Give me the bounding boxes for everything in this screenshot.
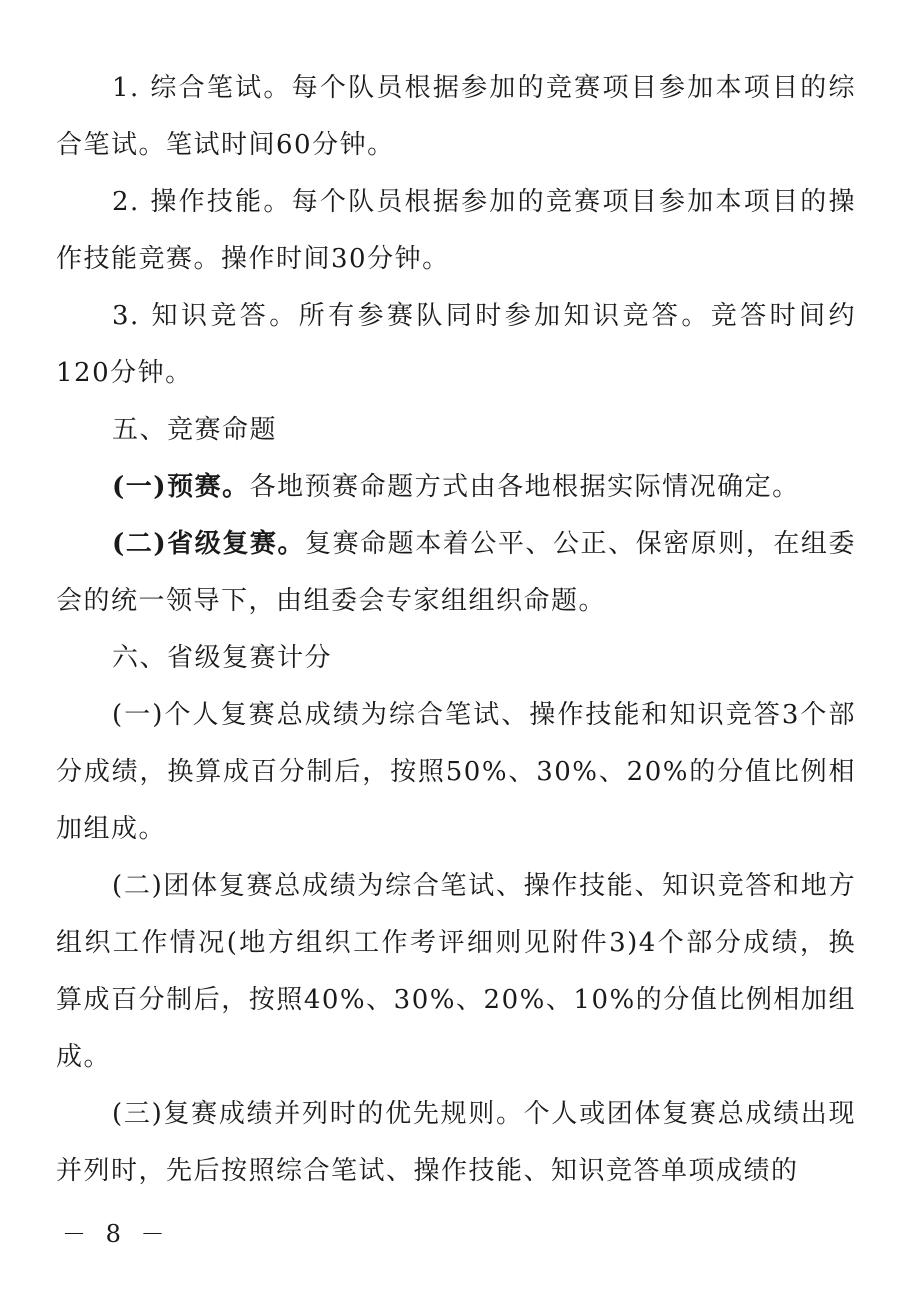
document-body xyxy=(56,60,856,1200)
preliminary-text: 各地预赛命题方式由各地根据实际情况确定。 xyxy=(249,472,800,502)
paragraph-preliminary xyxy=(56,459,856,516)
paragraph-written-exam: 1. 综合笔试。每个队员根据参加的竞赛项目参加本项目的综合笔试。笔试时间60分钟。 xyxy=(56,73,856,160)
section-heading-competition-topics: 五、竞赛命题 xyxy=(112,415,278,445)
paragraph-tie-rule: (三)复赛成绩并列时的优先规则。个人或团体复赛总成绩出现并列时，先后按照综合笔试、操作技能、知识竞答单项成绩的 xyxy=(56,1099,856,1186)
paragraph-team-score: (二)团体复赛总成绩为综合笔试、操作技能、知识竞答和地方组织工作情况(地方组织工作考评细则见附件3)4个部分成绩，换算成百分制后，按照40%、30%、20%、10%的分值比例相加组成。 xyxy=(56,871,856,1072)
provincial-rematch-text: 复赛命题本着公平、公正、保密原则，在组委会的统一领导下，由组委会专家组组织命题。 xyxy=(56,529,856,616)
paragraph-provincial-rematch xyxy=(56,516,856,630)
section-heading-scoring: 六、省级复赛计分 xyxy=(112,643,333,673)
paragraph-individual-score: (一)个人复赛总成绩为综合笔试、操作技能和知识竞答3个部分成绩，换算成百分制后，按照50%、30%、20%的分值比例相加组成。 xyxy=(56,700,856,844)
paragraph-operation-skill: 2. 操作技能。每个队员根据参加的竞赛项目参加本项目的操作技能竞赛。操作时间30分钟。 xyxy=(56,187,856,274)
page-number: － 8 － xyxy=(62,1220,171,1248)
preliminary-label: (一)预赛。 xyxy=(112,472,250,502)
paragraph-knowledge-quiz: 3. 知识竞答。所有参赛队同时参加知识竞答。竞答时间约120分钟。 xyxy=(56,301,856,388)
provincial-rematch-label: (二)省级复赛。 xyxy=(112,529,306,559)
